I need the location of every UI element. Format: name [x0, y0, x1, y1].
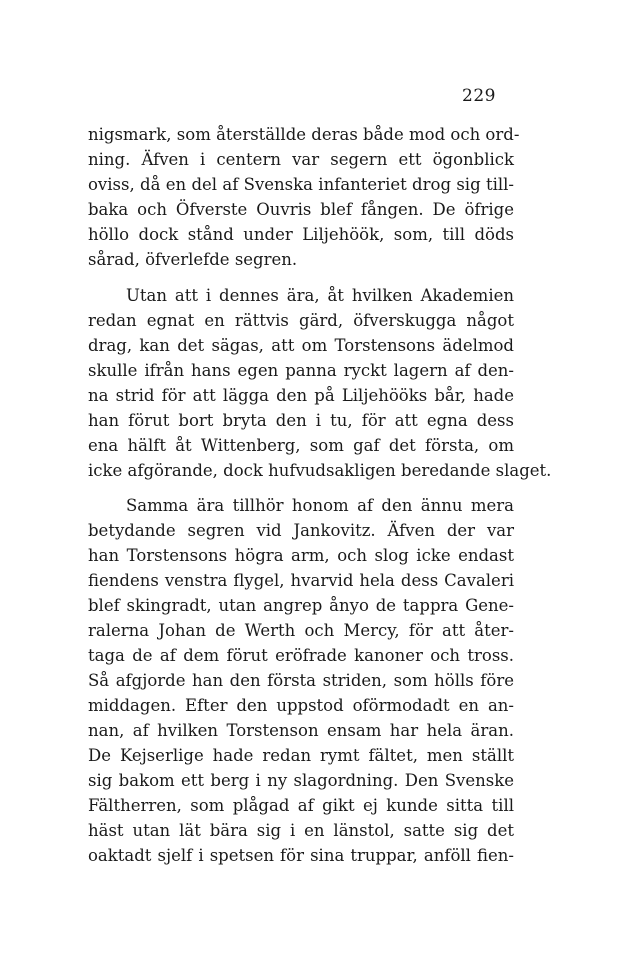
text-line: sårad, öfverlefde segren. — [88, 250, 298, 269]
text-line: De Kejserlige hade redan rymt fältet, men ställt — [88, 746, 514, 765]
text-line: redan egnat en rättvis gärd, öfverskugga något — [88, 311, 514, 330]
text-line: blef skingradt, utan angrep ånyo de tappra Gene- — [88, 596, 514, 615]
text-line: fiendens venstra flygel, hvarvid hela dess Cavaleri — [88, 571, 514, 590]
text-line: ralerna Johan de Werth och Mercy, för att åter- — [88, 621, 514, 640]
text-line: oviss, då en del af Svenska infanteriet drog sig till- — [88, 175, 514, 194]
text-line: betydande segren vid Jankovitz. Äfven der var — [88, 521, 514, 540]
text-line: Samma ära tillhör honom af den ännu mera — [126, 496, 514, 515]
text-line: häst utan lät bära sig i en länstol, satte sig det — [88, 821, 514, 840]
text-line: Så afgjorde han den första striden, som hölls före — [88, 671, 514, 690]
text-line: icke afgörande, dock hufvudsakligen beredande slaget. — [88, 461, 552, 480]
text-line: nan, af hvilken Torstenson ensam har hela äran. — [88, 721, 514, 740]
text-line: ning. Äfven i centern var segern ett ögonblick — [88, 150, 514, 169]
text-line: höllo dock stånd under Liljehöök, som, till döds — [88, 225, 514, 244]
text-line: na strid för att lägga den på Liljehööks bår, hade — [88, 386, 514, 405]
text-line: oaktadt sjelf i spetsen för sina truppar, anföll fien- — [88, 846, 514, 865]
text-line: taga de af dem förut eröfrade kanoner och tross. — [88, 646, 514, 665]
text-line: middagen. Efter den uppstod oförmodadt en an- — [88, 696, 514, 715]
text-line: nigsmark, som återställde deras både mod och ord- — [88, 125, 520, 144]
text-line: skulle ifrån hans egen panna ryckt lagern af den- — [88, 361, 514, 380]
paragraph-1 — [88, 122, 520, 272]
paragraph-3 — [88, 493, 514, 868]
text-line: han förut bort bryta den i tu, för att egna dess — [88, 411, 514, 430]
paragraph-2 — [88, 283, 552, 483]
page-number: 229 — [462, 86, 496, 106]
text-line: Fältherren, som plågad af gikt ej kunde sitta till — [88, 796, 514, 815]
text-line: ena hälft åt Wittenberg, som gaf det första, om — [88, 436, 514, 455]
text-line: Utan att i dennes ära, åt hvilken Akademien — [126, 286, 514, 305]
text-line: drag, kan det sägas, att om Torstensons ädelmod — [88, 336, 514, 355]
text-line: han Torstensons högra arm, och slog icke endast — [88, 546, 514, 565]
text-line: baka och Öfverste Ouvris blef fången. De öfrige — [88, 200, 514, 219]
text-line: sig bakom ett berg i ny slagordning. Den Svenske — [88, 771, 514, 790]
